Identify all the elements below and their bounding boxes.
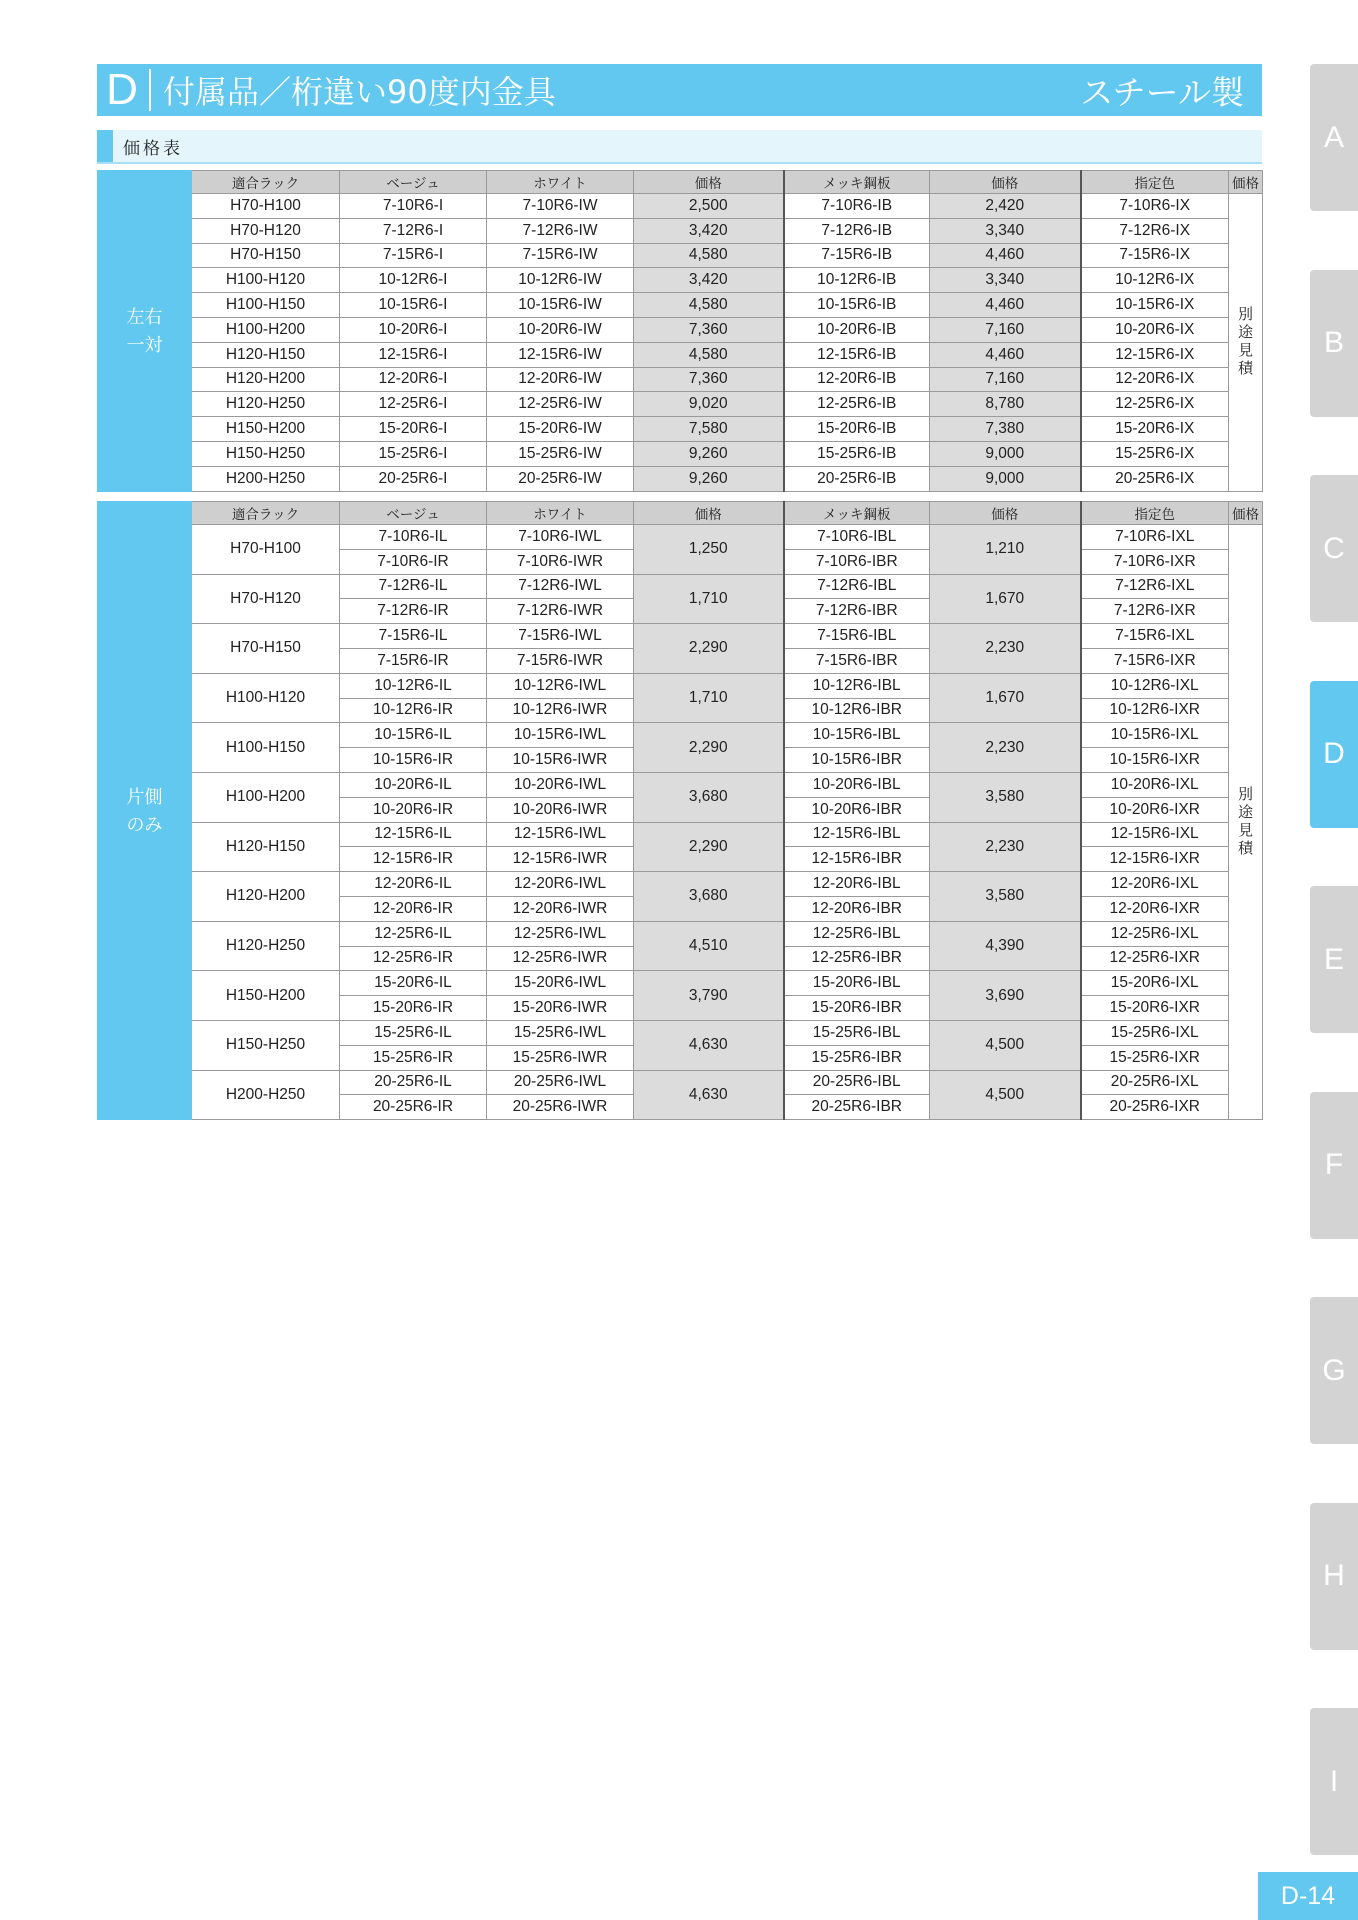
rack-cell: H200-H250 — [192, 466, 340, 491]
custom-color-part-cell: 10-20R6-IXR — [1081, 797, 1229, 822]
rack-cell: H100-H200 — [192, 317, 340, 342]
price-cell: 1,710 — [634, 574, 784, 624]
custom-color-part-cell: 7-12R6-IXL — [1081, 574, 1229, 599]
white-part-cell: 10-20R6-IWR — [487, 797, 634, 822]
plated-part-cell: 15-20R6-IBL — [784, 971, 930, 996]
rack-cell: H100-H150 — [192, 723, 340, 773]
beige-part-cell: 15-25R6-I — [340, 441, 487, 466]
white-part-cell: 7-15R6-IWR — [487, 648, 634, 673]
price-cell: 7,360 — [634, 317, 784, 342]
custom-color-part-cell: 7-15R6-IXL — [1081, 624, 1229, 649]
beige-part-cell: 7-12R6-IL — [340, 574, 487, 599]
white-part-cell: 12-15R6-IWR — [487, 847, 634, 872]
price-cell: 9,260 — [634, 441, 784, 466]
table-row — [98, 525, 1263, 550]
beige-part-cell: 7-10R6-IR — [340, 549, 487, 574]
price-cell: 1,210 — [930, 525, 1081, 575]
custom-color-part-cell: 10-20R6-IXL — [1081, 772, 1229, 797]
price-cell: 4,390 — [930, 921, 1081, 971]
white-part-cell: 15-25R6-IWR — [487, 1045, 634, 1070]
column-header: ホワイト — [487, 171, 634, 194]
column-header: 適合ラック — [192, 502, 340, 525]
column-header: 価格 — [930, 502, 1081, 525]
beige-part-cell: 12-20R6-IL — [340, 872, 487, 897]
custom-color-part-cell: 7-12R6-IXR — [1081, 599, 1229, 624]
custom-color-part-cell: 12-20R6-IXL — [1081, 872, 1229, 897]
custom-color-part-cell: 15-20R6-IX — [1081, 417, 1229, 442]
plated-part-cell: 15-25R6-IBL — [784, 1020, 930, 1045]
beige-part-cell: 15-20R6-I — [340, 417, 487, 442]
white-part-cell: 10-15R6-IWR — [487, 748, 634, 773]
price-cell: 9,000 — [930, 441, 1081, 466]
table-row — [98, 268, 1263, 293]
price-cell: 7,380 — [930, 417, 1081, 442]
plated-part-cell: 15-20R6-IBR — [784, 996, 930, 1021]
rack-cell: H70-H150 — [192, 243, 340, 268]
plated-part-cell: 7-10R6-IB — [784, 194, 930, 219]
custom-color-part-cell: 15-20R6-IXL — [1081, 971, 1229, 996]
price-cell: 7,360 — [634, 367, 784, 392]
price-cell: 4,580 — [634, 293, 784, 318]
table-row — [98, 194, 1263, 219]
white-part-cell: 12-20R6-IW — [487, 367, 634, 392]
column-header: 価格 — [634, 171, 784, 194]
price-cell: 7,160 — [930, 317, 1081, 342]
header-divider — [149, 69, 151, 111]
beige-part-cell: 7-10R6-I — [340, 194, 487, 219]
table-row — [98, 723, 1263, 748]
table-row — [98, 624, 1263, 649]
price-cell: 4,500 — [930, 1020, 1081, 1070]
white-part-cell: 15-20R6-IWR — [487, 996, 634, 1021]
table-row — [98, 1020, 1263, 1045]
table-row — [98, 243, 1263, 268]
beige-part-cell: 12-25R6-IL — [340, 921, 487, 946]
section-tab-h[interactable]: H — [1310, 1503, 1358, 1650]
white-part-cell: 15-20R6-IW — [487, 417, 634, 442]
table-row — [98, 218, 1263, 243]
rack-cell: H150-H200 — [192, 417, 340, 442]
column-header: ホワイト — [487, 502, 634, 525]
table-row — [98, 921, 1263, 946]
group-label-line-1: 片側 — [126, 786, 163, 807]
beige-part-cell: 12-25R6-IR — [340, 946, 487, 971]
rack-cell: H70-H120 — [192, 218, 340, 243]
price-cell: 2,230 — [930, 723, 1081, 773]
estimate-note: 別途見積 — [1237, 786, 1253, 858]
white-part-cell: 7-15R6-IWL — [487, 624, 634, 649]
price-cell: 1,670 — [930, 673, 1081, 723]
beige-part-cell: 12-15R6-IR — [340, 847, 487, 872]
white-part-cell: 15-20R6-IWL — [487, 971, 634, 996]
price-cell: 4,580 — [634, 342, 784, 367]
column-header: ベージュ — [340, 502, 487, 525]
price-cell: 3,680 — [634, 772, 784, 822]
price-cell: 2,290 — [634, 822, 784, 872]
plated-part-cell: 12-20R6-IBL — [784, 872, 930, 897]
plated-part-cell: 10-20R6-IBL — [784, 772, 930, 797]
white-part-cell: 20-25R6-IW — [487, 466, 634, 491]
plated-part-cell: 7-12R6-IB — [784, 218, 930, 243]
price-cell: 4,630 — [634, 1020, 784, 1070]
price-cell: 2,290 — [634, 723, 784, 773]
estimate-note-cell — [1229, 525, 1263, 1120]
plated-part-cell: 12-20R6-IB — [784, 367, 930, 392]
rack-cell: H150-H250 — [192, 1020, 340, 1070]
rack-cell: H100-H150 — [192, 293, 340, 318]
custom-color-part-cell: 12-20R6-IXR — [1081, 896, 1229, 921]
beige-part-cell: 7-15R6-I — [340, 243, 487, 268]
white-part-cell: 7-12R6-IWL — [487, 574, 634, 599]
plated-part-cell: 15-25R6-IB — [784, 441, 930, 466]
price-cell: 7,160 — [930, 367, 1081, 392]
beige-part-cell: 10-15R6-IR — [340, 748, 487, 773]
price-cell: 4,580 — [634, 243, 784, 268]
plated-part-cell: 10-20R6-IB — [784, 317, 930, 342]
table-row — [98, 392, 1263, 417]
beige-part-cell: 10-20R6-IR — [340, 797, 487, 822]
column-header: 適合ラック — [192, 171, 340, 194]
white-part-cell: 15-25R6-IWL — [487, 1020, 634, 1045]
section-tab-c[interactable]: C — [1310, 475, 1358, 622]
plated-part-cell: 12-15R6-IBL — [784, 822, 930, 847]
beige-part-cell: 12-20R6-IR — [340, 896, 487, 921]
column-header: メッキ鋼板 — [784, 502, 930, 525]
price-cell: 9,000 — [930, 466, 1081, 491]
price-cell: 9,260 — [634, 466, 784, 491]
price-cell: 4,460 — [930, 293, 1081, 318]
custom-color-part-cell: 7-15R6-IXR — [1081, 648, 1229, 673]
column-header: 価格 — [1229, 502, 1263, 525]
price-cell: 1,710 — [634, 673, 784, 723]
white-part-cell: 12-15R6-IWL — [487, 822, 634, 847]
page-number: D-14 — [1258, 1872, 1358, 1920]
custom-color-part-cell: 7-10R6-IX — [1081, 194, 1229, 219]
plated-part-cell: 12-20R6-IBR — [784, 896, 930, 921]
price-cell: 9,020 — [634, 392, 784, 417]
section-tab-a[interactable]: A — [1310, 64, 1358, 211]
beige-part-cell: 12-15R6-IL — [340, 822, 487, 847]
plated-part-cell: 12-25R6-IBL — [784, 921, 930, 946]
beige-part-cell: 20-25R6-I — [340, 466, 487, 491]
table-row — [98, 367, 1263, 392]
plated-part-cell: 10-15R6-IBL — [784, 723, 930, 748]
group-label-line-1: 左右 — [126, 306, 163, 327]
section-tab-b[interactable]: B — [1310, 270, 1358, 417]
beige-part-cell: 10-20R6-IL — [340, 772, 487, 797]
beige-part-cell: 15-25R6-IL — [340, 1020, 487, 1045]
rack-cell: H100-H200 — [192, 772, 340, 822]
plated-part-cell: 12-25R6-IBR — [784, 946, 930, 971]
beige-part-cell: 7-15R6-IL — [340, 624, 487, 649]
price-cell: 1,250 — [634, 525, 784, 575]
rack-cell: H120-H150 — [192, 342, 340, 367]
rack-cell: H70-H100 — [192, 525, 340, 575]
pair-price-table — [97, 170, 1263, 492]
white-part-cell: 7-15R6-IW — [487, 243, 634, 268]
white-part-cell: 12-25R6-IWL — [487, 921, 634, 946]
white-part-cell: 20-25R6-IWL — [487, 1070, 634, 1095]
header-row — [98, 171, 1263, 194]
price-cell: 3,340 — [930, 218, 1081, 243]
white-part-cell: 7-12R6-IW — [487, 218, 634, 243]
custom-color-part-cell: 20-25R6-IXL — [1081, 1070, 1229, 1095]
table-row — [98, 872, 1263, 897]
column-header: 価格 — [1229, 171, 1263, 194]
plated-part-cell: 7-12R6-IBR — [784, 599, 930, 624]
estimate-note: 別途見積 — [1237, 306, 1253, 378]
rack-cell: H70-H150 — [192, 624, 340, 674]
section-tab-e[interactable]: E — [1310, 886, 1358, 1033]
plated-part-cell: 20-25R6-IBL — [784, 1070, 930, 1095]
white-part-cell: 10-15R6-IW — [487, 293, 634, 318]
price-table-subheading — [97, 130, 1262, 164]
beige-part-cell: 12-20R6-I — [340, 367, 487, 392]
subheading-label: 価格表 — [123, 138, 183, 159]
rack-cell: H120-H150 — [192, 822, 340, 872]
rack-cell: H200-H250 — [192, 1070, 340, 1120]
beige-part-cell: 20-25R6-IL — [340, 1070, 487, 1095]
column-header: 指定色 — [1081, 502, 1229, 525]
rack-cell: H70-H100 — [192, 194, 340, 219]
page-title: 付属品／桁違い90度内金具 — [163, 73, 556, 111]
plated-part-cell: 20-25R6-IBR — [784, 1095, 930, 1120]
table-row — [98, 971, 1263, 996]
table-row — [98, 342, 1263, 367]
section-tab-i[interactable]: I — [1310, 1708, 1358, 1855]
table-row — [98, 417, 1263, 442]
rack-cell: H150-H200 — [192, 971, 340, 1021]
price-cell: 4,460 — [930, 243, 1081, 268]
white-part-cell: 10-12R6-IWL — [487, 673, 634, 698]
custom-color-part-cell: 12-15R6-IXL — [1081, 822, 1229, 847]
price-cell: 2,290 — [634, 624, 784, 674]
price-cell: 3,690 — [930, 971, 1081, 1021]
plated-part-cell: 7-12R6-IBL — [784, 574, 930, 599]
white-part-cell: 7-12R6-IWR — [487, 599, 634, 624]
rack-cell: H120-H250 — [192, 392, 340, 417]
rack-cell: H120-H250 — [192, 921, 340, 971]
price-cell: 4,500 — [930, 1070, 1081, 1120]
table-row — [98, 441, 1263, 466]
plated-part-cell: 7-15R6-IBR — [784, 648, 930, 673]
material-label: スチール製 — [1080, 72, 1244, 112]
beige-part-cell: 15-20R6-IL — [340, 971, 487, 996]
custom-color-part-cell: 15-25R6-IXL — [1081, 1020, 1229, 1045]
header-row — [98, 502, 1263, 525]
price-cell: 2,500 — [634, 194, 784, 219]
rack-cell: H70-H120 — [192, 574, 340, 624]
price-cell: 2,230 — [930, 624, 1081, 674]
beige-part-cell: 10-15R6-IL — [340, 723, 487, 748]
beige-part-cell: 12-25R6-I — [340, 392, 487, 417]
price-cell: 3,420 — [634, 268, 784, 293]
custom-color-part-cell: 7-12R6-IX — [1081, 218, 1229, 243]
custom-color-part-cell: 10-15R6-IX — [1081, 293, 1229, 318]
custom-color-part-cell: 20-25R6-IX — [1081, 466, 1229, 491]
estimate-note-cell — [1229, 194, 1263, 492]
custom-color-part-cell: 12-25R6-IXR — [1081, 946, 1229, 971]
white-part-cell: 12-20R6-IWL — [487, 872, 634, 897]
price-cell: 4,630 — [634, 1070, 784, 1120]
custom-color-part-cell: 7-15R6-IX — [1081, 243, 1229, 268]
custom-color-part-cell: 12-15R6-IX — [1081, 342, 1229, 367]
rack-cell: H100-H120 — [192, 268, 340, 293]
white-part-cell: 10-20R6-IW — [487, 317, 634, 342]
beige-part-cell: 10-12R6-IL — [340, 673, 487, 698]
custom-color-part-cell: 7-10R6-IXR — [1081, 549, 1229, 574]
white-part-cell: 15-25R6-IW — [487, 441, 634, 466]
custom-color-part-cell: 12-25R6-IXL — [1081, 921, 1229, 946]
plated-part-cell: 10-20R6-IBR — [784, 797, 930, 822]
group-label-line-2: のみ — [126, 814, 163, 835]
plated-part-cell: 7-15R6-IBL — [784, 624, 930, 649]
subheading-accent-bar — [97, 130, 113, 162]
custom-color-part-cell: 10-20R6-IX — [1081, 317, 1229, 342]
table-row — [98, 822, 1263, 847]
beige-part-cell: 10-15R6-I — [340, 293, 487, 318]
price-cell: 3,580 — [930, 772, 1081, 822]
plated-part-cell: 12-15R6-IB — [784, 342, 930, 367]
beige-part-cell: 10-12R6-IR — [340, 698, 487, 723]
column-header: 指定色 — [1081, 171, 1229, 194]
plated-part-cell: 10-15R6-IBR — [784, 748, 930, 773]
price-cell: 1,670 — [930, 574, 1081, 624]
white-part-cell: 20-25R6-IWR — [487, 1095, 634, 1120]
price-cell: 7,580 — [634, 417, 784, 442]
plated-part-cell: 7-10R6-IBR — [784, 549, 930, 574]
custom-color-part-cell: 10-12R6-IXR — [1081, 698, 1229, 723]
rack-cell: H100-H120 — [192, 673, 340, 723]
white-part-cell: 12-25R6-IW — [487, 392, 634, 417]
rack-cell: H150-H250 — [192, 441, 340, 466]
white-part-cell: 10-12R6-IWR — [487, 698, 634, 723]
white-part-cell: 12-25R6-IWR — [487, 946, 634, 971]
white-part-cell: 12-20R6-IWR — [487, 896, 634, 921]
table-row — [98, 673, 1263, 698]
white-part-cell: 7-10R6-IWL — [487, 525, 634, 550]
custom-color-part-cell: 10-15R6-IXL — [1081, 723, 1229, 748]
plated-part-cell: 10-12R6-IB — [784, 268, 930, 293]
table-row — [98, 772, 1263, 797]
price-cell: 3,420 — [634, 218, 784, 243]
section-tab-d[interactable]: D — [1310, 681, 1358, 828]
price-cell: 3,340 — [930, 268, 1081, 293]
rack-cell: H120-H200 — [192, 367, 340, 392]
column-header: 価格 — [930, 171, 1081, 194]
price-cell: 3,580 — [930, 872, 1081, 922]
price-cell: 3,790 — [634, 971, 784, 1021]
white-part-cell: 10-15R6-IWL — [487, 723, 634, 748]
custom-color-part-cell: 12-20R6-IX — [1081, 367, 1229, 392]
price-cell: 3,680 — [634, 872, 784, 922]
section-tab-f[interactable]: F — [1310, 1092, 1358, 1239]
white-part-cell: 7-10R6-IW — [487, 194, 634, 219]
group-label-cell — [98, 171, 192, 492]
plated-part-cell: 15-25R6-IBR — [784, 1045, 930, 1070]
plated-part-cell: 10-15R6-IB — [784, 293, 930, 318]
plated-part-cell: 7-15R6-IB — [784, 243, 930, 268]
custom-color-part-cell: 10-15R6-IXR — [1081, 748, 1229, 773]
group-label-line-2: 一対 — [126, 334, 163, 355]
beige-part-cell: 20-25R6-IR — [340, 1095, 487, 1120]
beige-part-cell: 10-12R6-I — [340, 268, 487, 293]
table-row — [98, 574, 1263, 599]
plated-part-cell: 10-12R6-IBL — [784, 673, 930, 698]
white-part-cell: 7-10R6-IWR — [487, 549, 634, 574]
custom-color-part-cell: 12-15R6-IXR — [1081, 847, 1229, 872]
plated-part-cell: 12-25R6-IB — [784, 392, 930, 417]
section-header — [97, 64, 1262, 116]
custom-color-part-cell: 15-25R6-IXR — [1081, 1045, 1229, 1070]
white-part-cell: 10-20R6-IWL — [487, 772, 634, 797]
custom-color-part-cell: 20-25R6-IXR — [1081, 1095, 1229, 1120]
price-cell: 4,510 — [634, 921, 784, 971]
table-row — [98, 1070, 1263, 1095]
beige-part-cell: 10-20R6-I — [340, 317, 487, 342]
group-label-cell — [98, 502, 192, 1120]
custom-color-part-cell: 7-10R6-IXL — [1081, 525, 1229, 550]
beige-part-cell: 7-10R6-IL — [340, 525, 487, 550]
price-cell: 2,420 — [930, 194, 1081, 219]
column-header: 価格 — [634, 502, 784, 525]
rack-cell: H120-H200 — [192, 872, 340, 922]
beige-part-cell: 7-15R6-IR — [340, 648, 487, 673]
white-part-cell: 10-12R6-IW — [487, 268, 634, 293]
section-letter: D — [106, 65, 138, 114]
custom-color-part-cell: 15-25R6-IX — [1081, 441, 1229, 466]
white-part-cell: 12-15R6-IW — [487, 342, 634, 367]
price-cell: 4,460 — [930, 342, 1081, 367]
plated-part-cell: 12-15R6-IBR — [784, 847, 930, 872]
price-cell: 8,780 — [930, 392, 1081, 417]
table-row — [98, 466, 1263, 491]
table-row — [98, 317, 1263, 342]
custom-color-part-cell: 10-12R6-IXL — [1081, 673, 1229, 698]
beige-part-cell: 12-15R6-I — [340, 342, 487, 367]
column-header: メッキ鋼板 — [784, 171, 930, 194]
plated-part-cell: 20-25R6-IB — [784, 466, 930, 491]
beige-part-cell: 7-12R6-I — [340, 218, 487, 243]
plated-part-cell: 15-20R6-IB — [784, 417, 930, 442]
table-row — [98, 293, 1263, 318]
custom-color-part-cell: 15-20R6-IXR — [1081, 996, 1229, 1021]
plated-part-cell: 7-10R6-IBL — [784, 525, 930, 550]
price-cell: 2,230 — [930, 822, 1081, 872]
plated-part-cell: 10-12R6-IBR — [784, 698, 930, 723]
beige-part-cell: 7-12R6-IR — [340, 599, 487, 624]
beige-part-cell: 15-20R6-IR — [340, 996, 487, 1021]
custom-color-part-cell: 12-25R6-IX — [1081, 392, 1229, 417]
column-header: ベージュ — [340, 171, 487, 194]
section-tab-g[interactable]: G — [1310, 1297, 1358, 1444]
beige-part-cell: 15-25R6-IR — [340, 1045, 487, 1070]
single-side-price-table — [97, 501, 1263, 1120]
custom-color-part-cell: 10-12R6-IX — [1081, 268, 1229, 293]
